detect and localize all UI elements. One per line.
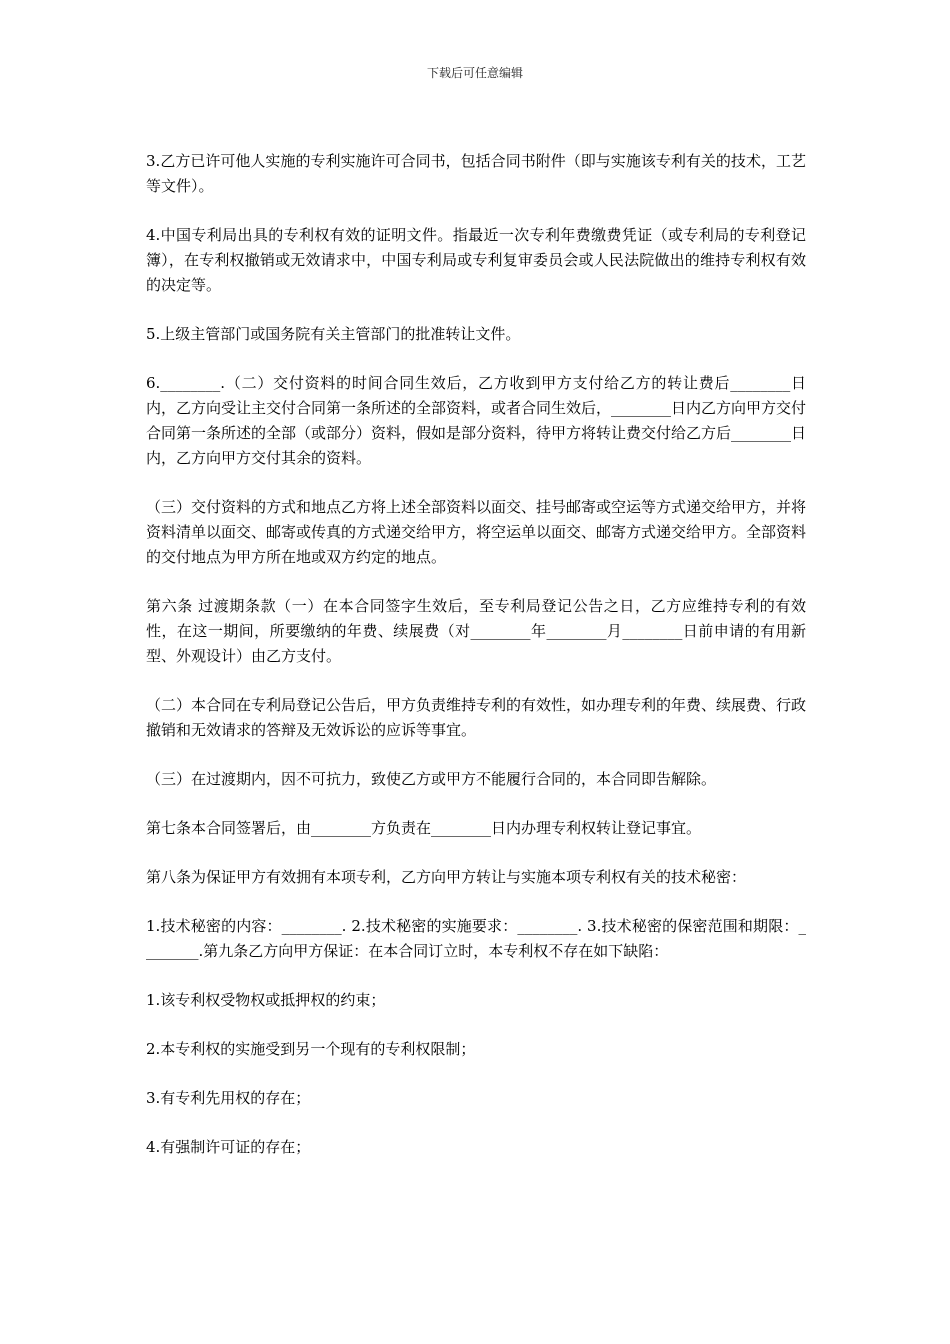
paragraph-trade-secret-and-article-9: 1.技术秘密的内容：________. 2.技术秘密的实施要求：________. 3.技术秘密的保密范围和期限：________.第九条乙方向甲方保证：在本合同订立时，本专利权不存在如下缺陷：	[146, 917, 806, 960]
paragraph-item-4-validity-proof: 4.中国专利局出具的专利权有效的证明文件。指最近一次专利年费缴费凭证（或专利局的专利登记簿），在专利权撤销或无效请求中，中国专利局或专利复审委员会或人民法院做出的维持专利权有效的决定等。	[146, 226, 806, 294]
paragraph-item-5-approval: 5.上级主管部门或国务院有关主管部门的批准转让文件。	[146, 325, 521, 343]
paragraph-delivery-method: （三）交付资料的方式和地点乙方将上述全部资料以面交、挂号邮寄或空运等方式递交给甲方，并将资料清单以面交、邮寄或传真的方式递交给甲方，将空运单以面交、邮寄方式递交给甲方。全部资料的交付地点为甲方所在地或双方约定的地点。	[146, 498, 807, 566]
page-header: 下载后可任意编辑	[426, 66, 523, 80]
paragraph-article-6-transition: 第六条 过渡期条款（一）在本合同签字生效后，至专利局登记公告之日，乙方应维持专利的有效性，在这一期间，所要缴纳的年费、续展费（对________年________月________日前申请的有用新型、外观设计）由乙方支付。	[146, 597, 806, 665]
paragraph-item-3-attachments: 3.乙方已许可他人实施的专利实施许可合同书，包括合同书附件（即与实施该专利有关的技术，工艺等文件）。	[146, 152, 806, 195]
document-body	[146, 149, 806, 1184]
paragraph-article-6-part-3: （三）在过渡期内，因不可抗力，致使乙方或甲方不能履行合同的，本合同即告解除。	[146, 770, 717, 788]
paragraph-article-8: 第八条为保证甲方有效拥有本项专利，乙方向甲方转让与实施本项专利权有关的技术秘密：	[146, 868, 747, 886]
paragraph-article-6-part-2: （二）本合同在专利局登记公告后，甲方负责维持专利的有效性，如办理专利的年费、续展费、行政撤销和无效请求的答辩及无效诉讼的应诉等事宜。	[146, 696, 807, 739]
paragraph-article-7: 第七条本合同签署后，由________方负责在________日内办理专利权转让登记事宜。	[146, 819, 702, 837]
paragraph-defect-2: 2.本专利权的实施受到另一个现有的专利权限制；	[146, 1040, 476, 1058]
paragraph-defect-1: 1.该专利权受物权或抵押权的约束；	[146, 991, 386, 1009]
paragraph-defect-4: 4.有强制许可证的存在；	[146, 1138, 311, 1156]
paragraph-defect-3: 3.有专利先用权的存在；	[146, 1089, 311, 1107]
paragraph-delivery-time: 6.________.（二）交付资料的时间合同生效后，乙方收到甲方支付给乙方的转让费后________日内，乙方向受让主交付合同第一条所述的全部资料，或者合同生效后，________日内乙方向甲方交付合同第一条所述的全部（或部分）资料，假如是部分资料，待甲方将转让费交付给乙方后________日内，乙方向甲方交付其余的资料。	[146, 374, 807, 467]
